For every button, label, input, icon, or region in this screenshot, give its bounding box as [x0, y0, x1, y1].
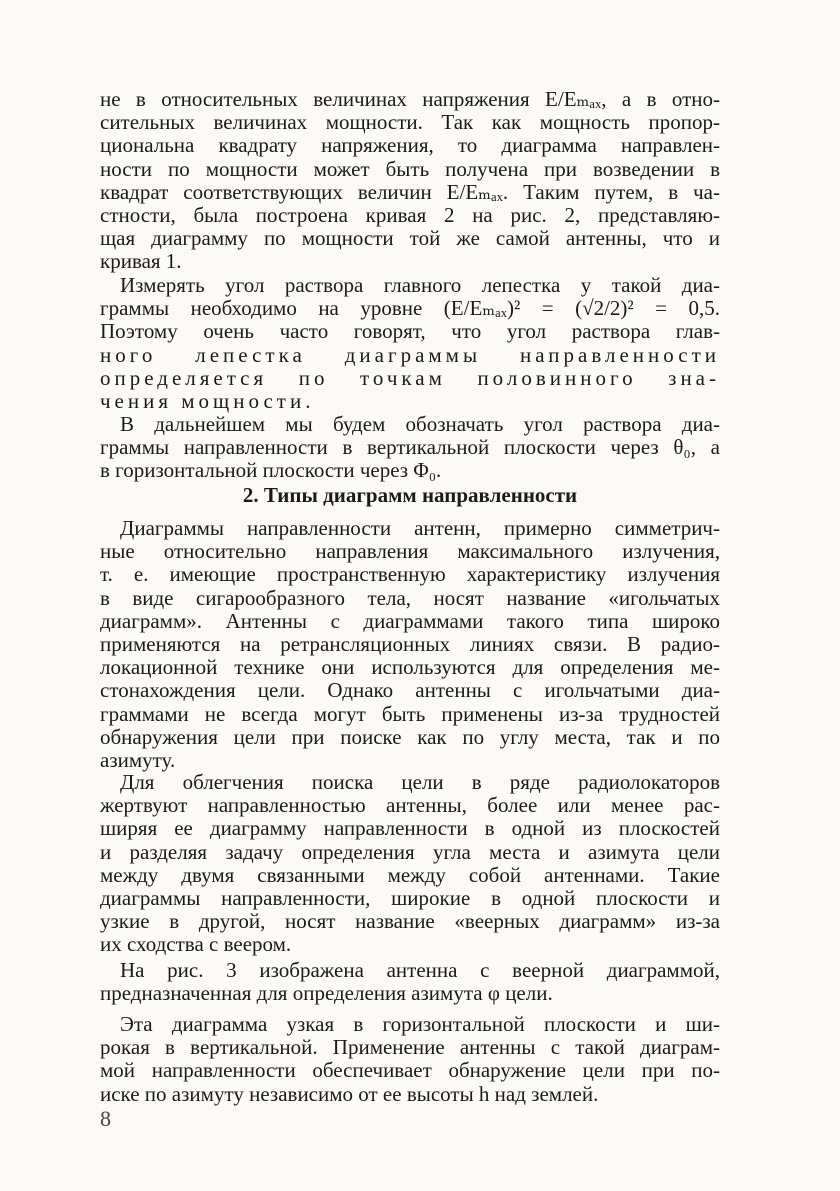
text-line: ного лепестка диаграммы направленности — [100, 342, 720, 367]
text-line: и разделяя задачу определения угла места и азимута цели — [100, 839, 720, 864]
text-line: диаграммы направленности, широкие в одной плоскости и — [100, 885, 720, 910]
text-line: кривая 1. — [100, 249, 182, 274]
text-line: их сходства с веером. — [100, 932, 292, 957]
paragraph-6 — [100, 959, 720, 1005]
text-line: ные относительно направления максимального излучения, — [100, 539, 720, 564]
text-line: узкие в другой, носят название «веерных диаграмм» из-за — [100, 909, 720, 934]
text-line: стонахождения цели. Однако антенны с игольчатыми диа- — [100, 678, 720, 703]
text-line: щая диаграмму по мощности той же самой антенны, что и — [100, 226, 720, 251]
text-line: иске по азимуту независимо от ее высоты h над землей. — [100, 1081, 599, 1106]
text-line: Измерять угол раствора главного лепестка у такой диа- — [120, 273, 720, 297]
text-line: граммы необходимо на уровне (E/Eₘₐₓ)² = (√2/2)² = 0,5. — [100, 296, 720, 321]
text-line: циональна квадрату напряжения, то диаграмма направлен- — [100, 133, 720, 158]
text-line: Поэтому очень часто говорят, что угол раствора глав- — [100, 319, 720, 344]
text-line: В дальнейшем мы будем обозначать угол раствора диа- — [120, 412, 720, 436]
text-line: предназначенная для определения азимута φ цели. — [100, 981, 553, 1006]
text-line: стности, была построена кривая 2 на рис. 2, представляю- — [100, 202, 720, 227]
text-line: применяются на ретрансляционных линиях связи. В радио- — [100, 631, 720, 656]
text-line: не в относительных величинах напряжения E/Eₘₐₓ, а в отно- — [100, 87, 720, 111]
text-line: в виде сигарообразного тела, носят название «игольчатых — [100, 585, 720, 610]
section-title: 2. Типы диаграмм направленности — [242, 483, 578, 507]
text-line: жертвуют направленностью антенны, более или менее рас- — [100, 793, 720, 818]
paragraph-2 — [100, 274, 720, 413]
paragraph-7 — [100, 1013, 720, 1106]
text-line: На рис. 3 изображена антенна с веерной диаграммой, — [120, 958, 720, 982]
text-line: определяется по точкам половинного зна- — [100, 365, 720, 390]
text-line: обнаружения цели при поиске как по углу места, так и по — [100, 724, 720, 749]
text-line: Эта диаграмма узкая в горизонтальной плоскости и ши- — [120, 1012, 720, 1036]
text-line: азимуту. — [100, 747, 176, 772]
text-line: в горизонтальной плоскости через Φ₀. — [100, 458, 442, 483]
text-line: ширяя ее диаграмму направленности в одной из плоскостей — [100, 816, 720, 841]
text-line: граммы направленности в вертикальной плоскости через θ₀, а — [100, 435, 720, 460]
section-heading — [100, 484, 720, 507]
text-line: мой направленности обеспечивает обнаружение цели при по- — [100, 1058, 720, 1083]
page-number: 8 — [100, 1106, 111, 1131]
text-line: локационной технике они используются для определения ме- — [100, 655, 720, 680]
text-line: граммами не всегда могут быть применены из-за трудностей — [100, 701, 720, 726]
paragraph-5 — [100, 771, 720, 957]
text-line: Для облегчения поиска цели в ряде радиолокаторов — [120, 770, 720, 794]
text-line: ности по мощности может быть получена при возведении в — [100, 156, 720, 181]
text-line: диаграмм». Антенны с диаграммами такого типа широко — [100, 608, 720, 633]
text-line: чения мощности. — [100, 388, 315, 413]
text-line: квадрат соответствующих величин E/Eₘₐₓ. Таким путем, в ча- — [100, 179, 720, 204]
paragraph-4 — [100, 517, 720, 772]
text-line: Диаграммы направленности антенн, примерно симметрич- — [120, 516, 720, 540]
paragraph-1 — [100, 88, 720, 274]
text-line: сительных величинах мощности. Так как мощность пропор- — [100, 110, 720, 135]
text-line: рокая в вертикальной. Применение антенны с такой диаграм- — [100, 1035, 720, 1060]
text-line: т. е. имеющие пространственную характеристику излучения — [100, 562, 720, 587]
paragraph-3 — [100, 413, 720, 483]
text-line: между двумя связанными между собой антеннами. Такие — [100, 862, 720, 887]
